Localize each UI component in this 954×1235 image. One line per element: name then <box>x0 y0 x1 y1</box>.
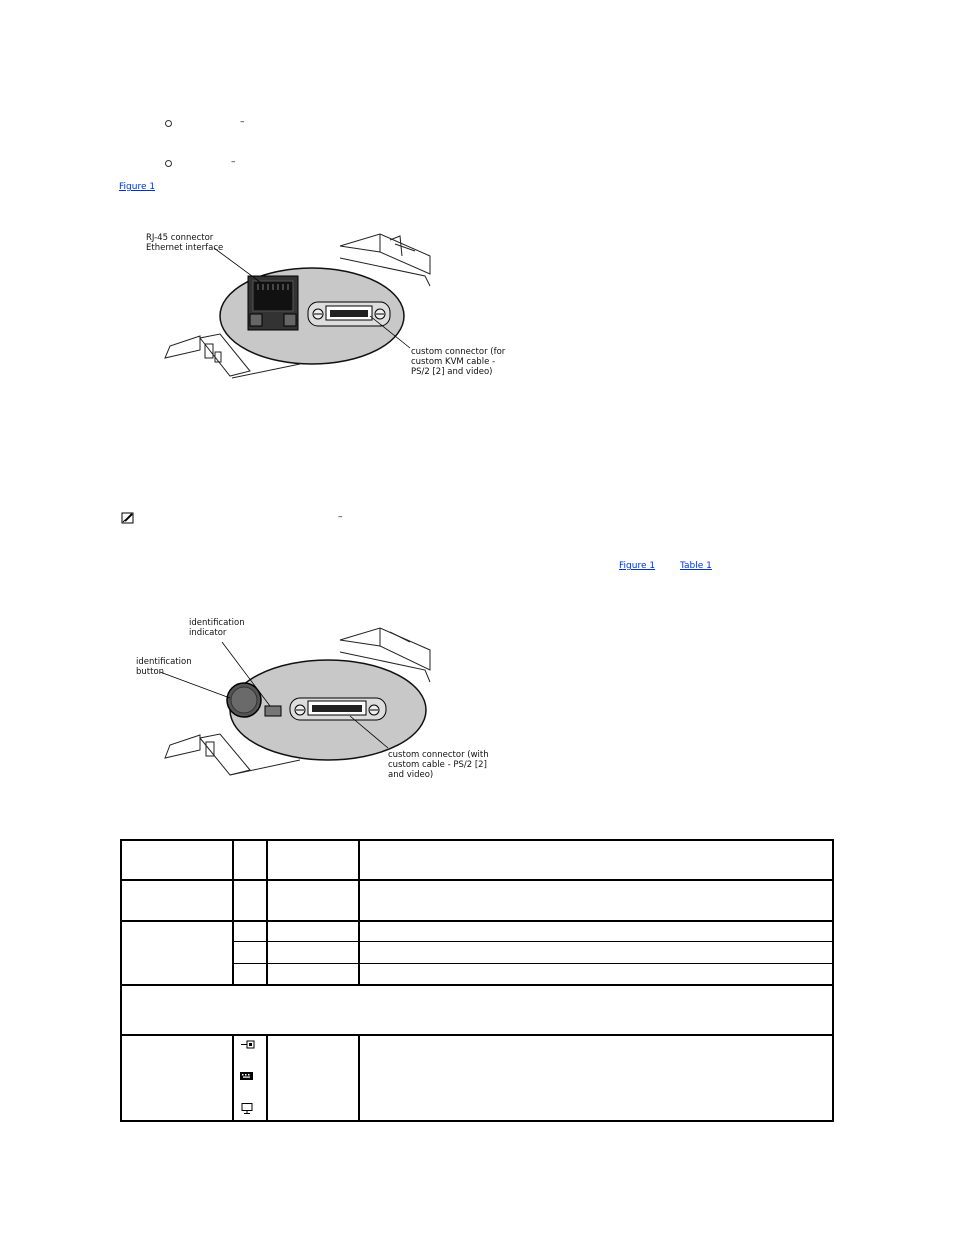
figure-link-mid[interactable]: Figure 1 <box>619 561 656 571</box>
network-port-icon <box>241 1040 255 1052</box>
figure-link-top[interactable]: Figure 1 <box>119 182 156 192</box>
table-row-divider <box>120 984 834 986</box>
table-row-divider <box>120 920 834 922</box>
bullet-1-dash: – <box>240 117 245 127</box>
keyboard-icon <box>240 1072 253 1083</box>
table-col-divider <box>358 1035 360 1122</box>
table-col-divider <box>266 839 268 985</box>
table-col-divider <box>232 1035 234 1122</box>
table-link-mid[interactable]: Table 1 <box>680 561 712 571</box>
bullet-2-dash: – <box>231 157 236 167</box>
indicator-table <box>120 839 834 1122</box>
figure-1-label-custom-connector: custom connector (for custom KVM cable - PS/2 [2] and video) <box>411 347 506 377</box>
figure-1-label-rj45: RJ-45 connector Ethernet interface <box>146 233 224 253</box>
table-col-divider <box>232 839 234 985</box>
table-border <box>120 839 834 1122</box>
note-dash: – <box>338 512 343 522</box>
table-row-divider <box>120 1034 834 1036</box>
monitor-icon <box>241 1103 253 1117</box>
figure-2-label-custom-connector: custom connector (with custom cable - PS/2 [2] and video) <box>388 750 489 780</box>
figure-2-label-identification-indicator: identification indicator <box>189 618 245 638</box>
bullet-2 <box>165 160 172 167</box>
table-row-divider <box>120 879 834 881</box>
note-pencil-icon <box>121 512 135 524</box>
table-col-divider <box>358 839 360 985</box>
figure-2-label-identification-button: identification button <box>136 657 192 677</box>
bullet-1 <box>165 120 172 127</box>
table-row-divider <box>232 941 834 942</box>
table-row-divider <box>232 963 834 964</box>
table-col-divider <box>266 1035 268 1122</box>
